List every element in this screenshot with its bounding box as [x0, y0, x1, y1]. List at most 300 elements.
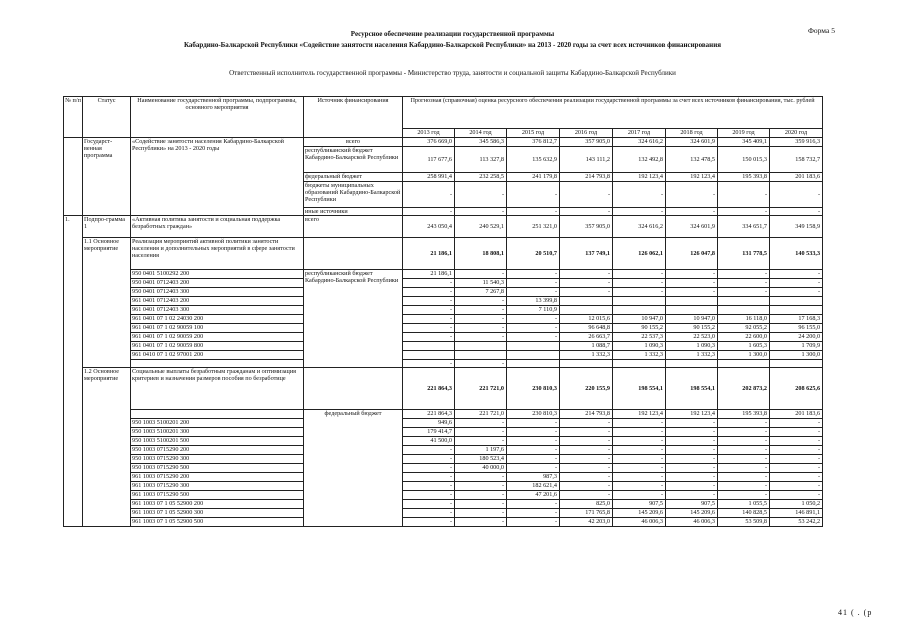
- value-cell: [455, 342, 507, 351]
- value-cell: 7 110,9: [507, 306, 560, 315]
- year-header: 2017 год: [613, 129, 666, 138]
- table-row: [64, 491, 823, 500]
- value-cell: 179 414,7: [403, 428, 455, 437]
- value-cell: 146 891,1: [770, 509, 823, 518]
- budget-code: 961 0401 07 1 02 90059 100: [131, 324, 304, 333]
- value-cell: -: [666, 464, 718, 473]
- value-cell: 201 183,6: [770, 410, 823, 419]
- value-cell: 1 050,2: [770, 500, 823, 509]
- value-cell: -: [507, 324, 560, 333]
- value-cell: -: [403, 182, 455, 208]
- source-cell: республиканский бюджет Кабардино-Балкарской Республики: [304, 147, 403, 173]
- value-cell: 192 123,4: [666, 410, 718, 419]
- value-cell: -: [560, 270, 613, 279]
- header-name: Наименование государственной программы, подпрограммы, основного мероприятия: [131, 97, 304, 138]
- value-cell: 349 158,9: [770, 216, 823, 238]
- value-cell: -: [403, 297, 455, 306]
- value-cell: 10 947,0: [666, 315, 718, 324]
- value-cell: 41 500,0: [403, 437, 455, 446]
- value-cell: -: [455, 324, 507, 333]
- value-cell: -: [560, 473, 613, 482]
- value-cell: 140 828,5: [718, 509, 770, 518]
- value-cell: -: [666, 428, 718, 437]
- table-row: [64, 138, 823, 147]
- table-row: [64, 500, 823, 509]
- value-cell: -: [455, 428, 507, 437]
- value-cell: 1 197,6: [455, 446, 507, 455]
- year-header: 2014 год: [455, 129, 507, 138]
- budget-code: 961 1003 07 1 05 52900 200: [131, 500, 304, 509]
- source-cell: [304, 368, 403, 410]
- value-cell: -: [403, 360, 455, 368]
- value-cell: -: [455, 482, 507, 491]
- value-cell: -: [666, 473, 718, 482]
- value-cell: 10 947,0: [613, 315, 666, 324]
- value-cell: -: [666, 437, 718, 446]
- value-cell: -: [770, 446, 823, 455]
- source-cell: федеральный бюджет: [304, 173, 403, 182]
- budget-code: 961 0401 0712403 300: [131, 306, 304, 315]
- value-cell: [666, 360, 718, 368]
- budget-code: [131, 410, 304, 419]
- value-cell: -: [403, 279, 455, 288]
- table-row: [64, 446, 823, 455]
- value-cell: -: [507, 428, 560, 437]
- value-cell: -: [455, 270, 507, 279]
- value-cell: -: [560, 208, 613, 216]
- budget-code: 961 0401 07 1 02 24030 200: [131, 315, 304, 324]
- budget-code: 961 1003 0715290 500: [131, 491, 304, 500]
- source-cell: иные источники: [304, 208, 403, 216]
- value-cell: -: [507, 455, 560, 464]
- value-cell: -: [770, 279, 823, 288]
- value-cell: 1 300,0: [770, 351, 823, 360]
- value-cell: -: [507, 288, 560, 297]
- table-row: [64, 324, 823, 333]
- value-cell: -: [718, 437, 770, 446]
- value-cell: 117 677,6: [403, 147, 455, 173]
- value-cell: -: [770, 482, 823, 491]
- table-row: [64, 360, 823, 368]
- value-cell: 258 991,4: [403, 173, 455, 182]
- value-cell: 132 492,8: [613, 147, 666, 173]
- form-label: Форма 5: [808, 26, 835, 35]
- value-cell: -: [403, 491, 455, 500]
- value-cell: -: [666, 279, 718, 288]
- value-cell: -: [403, 509, 455, 518]
- value-cell: -: [560, 419, 613, 428]
- table-row: [64, 306, 823, 315]
- value-cell: -: [718, 455, 770, 464]
- value-cell: -: [403, 315, 455, 324]
- value-cell: -: [560, 464, 613, 473]
- value-cell: [718, 360, 770, 368]
- status-cell: 1.2 Основное мероприятие: [83, 368, 131, 527]
- value-cell: -: [613, 428, 666, 437]
- budget-code: 950 1003 0715290 200: [131, 446, 304, 455]
- value-cell: -: [666, 491, 718, 500]
- value-cell: -: [507, 446, 560, 455]
- table-row: [64, 279, 823, 288]
- table-row: [64, 428, 823, 437]
- table-row: [64, 297, 823, 306]
- value-cell: -: [613, 455, 666, 464]
- value-cell: 126 047,8: [666, 238, 718, 270]
- value-cell: 137 749,1: [560, 238, 613, 270]
- value-cell: 221 864,3: [403, 368, 455, 410]
- value-cell: 26 663,7: [560, 333, 613, 342]
- source-cell: всего: [304, 216, 403, 238]
- budget-code: 961 0401 07 1 02 90059 200: [131, 333, 304, 342]
- value-cell: 220 155,9: [560, 368, 613, 410]
- value-cell: 1 055,5: [718, 500, 770, 509]
- value-cell: -: [507, 270, 560, 279]
- budget-code: 950 1003 5100201 300: [131, 428, 304, 437]
- value-cell: 324 616,2: [613, 216, 666, 238]
- value-cell: -: [455, 419, 507, 428]
- value-cell: [613, 306, 666, 315]
- year-header: 2015 год: [507, 129, 560, 138]
- value-cell: 198 554,1: [613, 368, 666, 410]
- row-number: [64, 138, 83, 216]
- value-cell: [507, 342, 560, 351]
- value-cell: -: [455, 518, 507, 527]
- value-cell: [770, 297, 823, 306]
- value-cell: 195 393,8: [718, 410, 770, 419]
- budget-code: 961 0401 0712403 200: [131, 297, 304, 306]
- source-cell: бюджеты муниципальных образований Кабардино-Балкарской Республики: [304, 182, 403, 208]
- header-status: Статус: [83, 97, 131, 138]
- value-cell: 1 090,3: [613, 342, 666, 351]
- value-cell: -: [455, 333, 507, 342]
- value-cell: 1 088,7: [560, 342, 613, 351]
- value-cell: -: [666, 208, 718, 216]
- value-cell: -: [507, 509, 560, 518]
- value-cell: -: [718, 208, 770, 216]
- value-cell: 251 321,0: [507, 216, 560, 238]
- table-row: [64, 464, 823, 473]
- document-title: Ресурсное обеспечение реализации государственной программы: [350, 30, 555, 38]
- budget-code: 950 1003 5100201 200: [131, 419, 304, 428]
- value-cell: -: [770, 288, 823, 297]
- year-header: 2020 год: [770, 129, 823, 138]
- value-cell: -: [455, 315, 507, 324]
- value-cell: 11 540,3: [455, 279, 507, 288]
- table-row: [64, 410, 823, 419]
- value-cell: 345 586,3: [455, 138, 507, 147]
- value-cell: 192 123,4: [613, 173, 666, 182]
- value-cell: -: [507, 500, 560, 509]
- value-cell: 201 183,6: [770, 173, 823, 182]
- value-cell: -: [403, 333, 455, 342]
- value-cell: -: [560, 428, 613, 437]
- value-cell: 92 055,2: [718, 324, 770, 333]
- value-cell: 90 155,2: [613, 324, 666, 333]
- budget-code: 961 1003 0715290 300: [131, 482, 304, 491]
- value-cell: 1 332,3: [613, 351, 666, 360]
- value-cell: -: [403, 482, 455, 491]
- value-cell: -: [613, 446, 666, 455]
- value-cell: -: [718, 288, 770, 297]
- value-cell: 195 393,8: [718, 173, 770, 182]
- measure-name: Реализация мероприятий активной политики занятости населения и дополнительных мероприятий в сфере занятости населения: [131, 238, 304, 270]
- budget-code: 961 1003 0715290 200: [131, 473, 304, 482]
- value-cell: -: [613, 437, 666, 446]
- value-cell: -: [507, 518, 560, 527]
- table-row: [64, 315, 823, 324]
- value-cell: 1 332,3: [560, 351, 613, 360]
- value-cell: [455, 351, 507, 360]
- budget-code: 950 1003 0715290 300: [131, 455, 304, 464]
- value-cell: 53 509,8: [718, 518, 770, 527]
- value-cell: 12 015,6: [560, 315, 613, 324]
- value-cell: -: [613, 208, 666, 216]
- value-cell: 182 621,4: [507, 482, 560, 491]
- value-cell: -: [403, 518, 455, 527]
- value-cell: -: [455, 182, 507, 208]
- source-cell: всего: [304, 138, 403, 147]
- year-header: 2019 год: [718, 129, 770, 138]
- value-cell: -: [770, 491, 823, 500]
- value-cell: -: [613, 182, 666, 208]
- value-cell: -: [507, 315, 560, 324]
- value-cell: -: [455, 437, 507, 446]
- table-row: [64, 368, 823, 410]
- value-cell: 96 155,0: [770, 324, 823, 333]
- value-cell: [560, 297, 613, 306]
- value-cell: -: [718, 419, 770, 428]
- budget-code: 950 0401 0712403 300: [131, 288, 304, 297]
- value-cell: -: [613, 279, 666, 288]
- source-cell: федеральный бюджет: [304, 410, 403, 527]
- value-cell: 1 090,3: [666, 342, 718, 351]
- status-cell: Государст-венная программа: [83, 138, 131, 216]
- value-cell: 1 605,3: [718, 342, 770, 351]
- value-cell: [403, 342, 455, 351]
- value-cell: -: [770, 419, 823, 428]
- value-cell: 180 523,4: [455, 455, 507, 464]
- value-cell: -: [455, 473, 507, 482]
- value-cell: -: [666, 446, 718, 455]
- value-cell: -: [770, 270, 823, 279]
- budget-code: 950 0401 0712403 200: [131, 279, 304, 288]
- value-cell: -: [560, 455, 613, 464]
- value-cell: 198 554,1: [666, 368, 718, 410]
- value-cell: 214 793,8: [560, 410, 613, 419]
- year-header: 2018 год: [666, 129, 718, 138]
- table-row: [64, 455, 823, 464]
- value-cell: 132 478,5: [666, 147, 718, 173]
- budget-code: 961 0410 07 1 02 97001 200: [131, 351, 304, 360]
- value-cell: 907,5: [666, 500, 718, 509]
- value-cell: 158 732,7: [770, 147, 823, 173]
- value-cell: 324 601,9: [666, 216, 718, 238]
- value-cell: -: [770, 428, 823, 437]
- header-estimate: Прогнозная (справочная) оценка ресурсного обеспечения реализации государственной программы за счет всех источников финансирования, тыс. рублей: [403, 97, 823, 129]
- value-cell: 357 905,0: [560, 138, 613, 147]
- value-cell: [613, 360, 666, 368]
- table-row: [64, 437, 823, 446]
- value-cell: 21 186,1: [403, 270, 455, 279]
- page-mark: 41 ( . (р: [838, 608, 873, 617]
- value-cell: 192 123,4: [613, 410, 666, 419]
- table-row: [64, 509, 823, 518]
- value-cell: 221 864,3: [403, 410, 455, 419]
- value-cell: -: [718, 464, 770, 473]
- value-cell: -: [613, 473, 666, 482]
- value-cell: 1 300,0: [718, 351, 770, 360]
- value-cell: [770, 360, 823, 368]
- responsible-executor: Ответственный исполнитель государственной программы - Министерство труда, занятости и социальной защиты Кабардино-Балкарской Республики: [229, 69, 676, 77]
- value-cell: 1 332,3: [666, 351, 718, 360]
- value-cell: 18 808,1: [455, 238, 507, 270]
- value-cell: 46 006,3: [613, 518, 666, 527]
- value-cell: -: [560, 279, 613, 288]
- value-cell: -: [507, 182, 560, 208]
- value-cell: -: [770, 208, 823, 216]
- value-cell: 1 709,9: [770, 342, 823, 351]
- value-cell: -: [666, 455, 718, 464]
- measure-name: Социальные выплаты безработным гражданам и оптимизация критериев и назначения размеров пособия по безработице: [131, 368, 304, 410]
- value-cell: 22 523,0: [666, 333, 718, 342]
- header-source: Источник финансирования: [304, 97, 403, 138]
- value-cell: 214 793,8: [560, 173, 613, 182]
- value-cell: 357 905,0: [560, 216, 613, 238]
- value-cell: [560, 360, 613, 368]
- value-cell: 21 186,1: [403, 238, 455, 270]
- value-cell: -: [718, 473, 770, 482]
- value-cell: 17 168,3: [770, 315, 823, 324]
- value-cell: -: [666, 182, 718, 208]
- budget-code: 961 1003 07 1 05 52900 500: [131, 518, 304, 527]
- value-cell: -: [403, 473, 455, 482]
- value-cell: [507, 360, 560, 368]
- table-row: [64, 342, 823, 351]
- value-cell: [560, 306, 613, 315]
- value-cell: [403, 351, 455, 360]
- value-cell: [666, 297, 718, 306]
- program-name: «Содействие занятости населения Кабардино-Балкарской Республики» на 2013 - 2020 годы: [131, 138, 304, 216]
- value-cell: -: [455, 208, 507, 216]
- value-cell: 192 123,4: [666, 173, 718, 182]
- subprogram-name: «Активная политика занятости и социальная поддержка безработных граждан»: [131, 216, 304, 238]
- value-cell: -: [666, 270, 718, 279]
- value-cell: 825,0: [560, 500, 613, 509]
- table-row: [64, 238, 823, 270]
- value-cell: -: [560, 182, 613, 208]
- value-cell: 24 200,0: [770, 333, 823, 342]
- resource-table: [63, 96, 823, 527]
- value-cell: -: [560, 482, 613, 491]
- value-cell: 345 409,1: [718, 138, 770, 147]
- source-cell: республиканский бюджет Кабардино-Балкарской Республики: [304, 270, 403, 368]
- value-cell: -: [507, 419, 560, 428]
- value-cell: -: [613, 288, 666, 297]
- value-cell: -: [403, 208, 455, 216]
- value-cell: -: [666, 419, 718, 428]
- value-cell: -: [718, 428, 770, 437]
- value-cell: 40 000,0: [455, 464, 507, 473]
- value-cell: -: [718, 446, 770, 455]
- value-cell: 126 062,1: [613, 238, 666, 270]
- value-cell: -: [455, 491, 507, 500]
- value-cell: 324 616,2: [613, 138, 666, 147]
- value-cell: [666, 306, 718, 315]
- value-cell: 47 201,6: [507, 491, 560, 500]
- value-cell: 230 810,3: [507, 368, 560, 410]
- table-row: [64, 473, 823, 482]
- value-cell: -: [403, 306, 455, 315]
- status-cell: 1.1 Основное мероприятие: [83, 238, 131, 368]
- value-cell: -: [507, 279, 560, 288]
- value-cell: [718, 306, 770, 315]
- value-cell: 135 632,9: [507, 147, 560, 173]
- budget-code: 950 1003 5100201 500: [131, 437, 304, 446]
- budget-code: 961 1003 07 1 05 52900 300: [131, 509, 304, 518]
- table-row: [64, 482, 823, 491]
- value-cell: -: [403, 324, 455, 333]
- value-cell: 150 015,3: [718, 147, 770, 173]
- value-cell: 90 155,2: [666, 324, 718, 333]
- value-cell: [770, 306, 823, 315]
- value-cell: 53 242,2: [770, 518, 823, 527]
- row-number: 1.: [64, 216, 83, 527]
- value-cell: 202 873,2: [718, 368, 770, 410]
- value-cell: 22 537,3: [613, 333, 666, 342]
- value-cell: -: [507, 333, 560, 342]
- value-cell: 96 648,8: [560, 324, 613, 333]
- budget-code: 961 0401 07 1 02 90059 800: [131, 342, 304, 351]
- value-cell: 42 203,0: [560, 518, 613, 527]
- value-cell: 949,6: [403, 419, 455, 428]
- value-cell: -: [613, 270, 666, 279]
- value-cell: 230 810,3: [507, 410, 560, 419]
- value-cell: -: [770, 455, 823, 464]
- value-cell: [718, 297, 770, 306]
- header-num: № п/п: [64, 97, 83, 138]
- value-cell: -: [770, 464, 823, 473]
- value-cell: 240 529,1: [455, 216, 507, 238]
- value-cell: 334 651,7: [718, 216, 770, 238]
- table-row: [64, 333, 823, 342]
- value-cell: -: [613, 464, 666, 473]
- value-cell: -: [613, 491, 666, 500]
- value-cell: -: [455, 306, 507, 315]
- value-cell: 140 533,3: [770, 238, 823, 270]
- value-cell: -: [718, 182, 770, 208]
- value-cell: 376 812,7: [507, 138, 560, 147]
- source-cell: [304, 238, 403, 270]
- table-row: [64, 351, 823, 360]
- value-cell: -: [507, 437, 560, 446]
- value-cell: -: [666, 288, 718, 297]
- table-row: [64, 419, 823, 428]
- document-subtitle: Кабардино-Балкарской Республики «Содействие занятости населения Кабардино-Балкарской Республики» на 2013 - 2020 годы за счет всех источников финансирования: [183, 41, 722, 49]
- value-cell: -: [666, 482, 718, 491]
- value-cell: -: [403, 500, 455, 509]
- year-header: 2013 год: [403, 129, 455, 138]
- value-cell: 221 721,0: [455, 368, 507, 410]
- value-cell: -: [613, 419, 666, 428]
- value-cell: -: [718, 482, 770, 491]
- value-cell: -: [507, 464, 560, 473]
- table-row: [64, 518, 823, 527]
- value-cell: 22 600,0: [718, 333, 770, 342]
- value-cell: -: [718, 270, 770, 279]
- budget-code: [131, 360, 304, 368]
- value-cell: -: [403, 288, 455, 297]
- value-cell: 171 765,8: [560, 509, 613, 518]
